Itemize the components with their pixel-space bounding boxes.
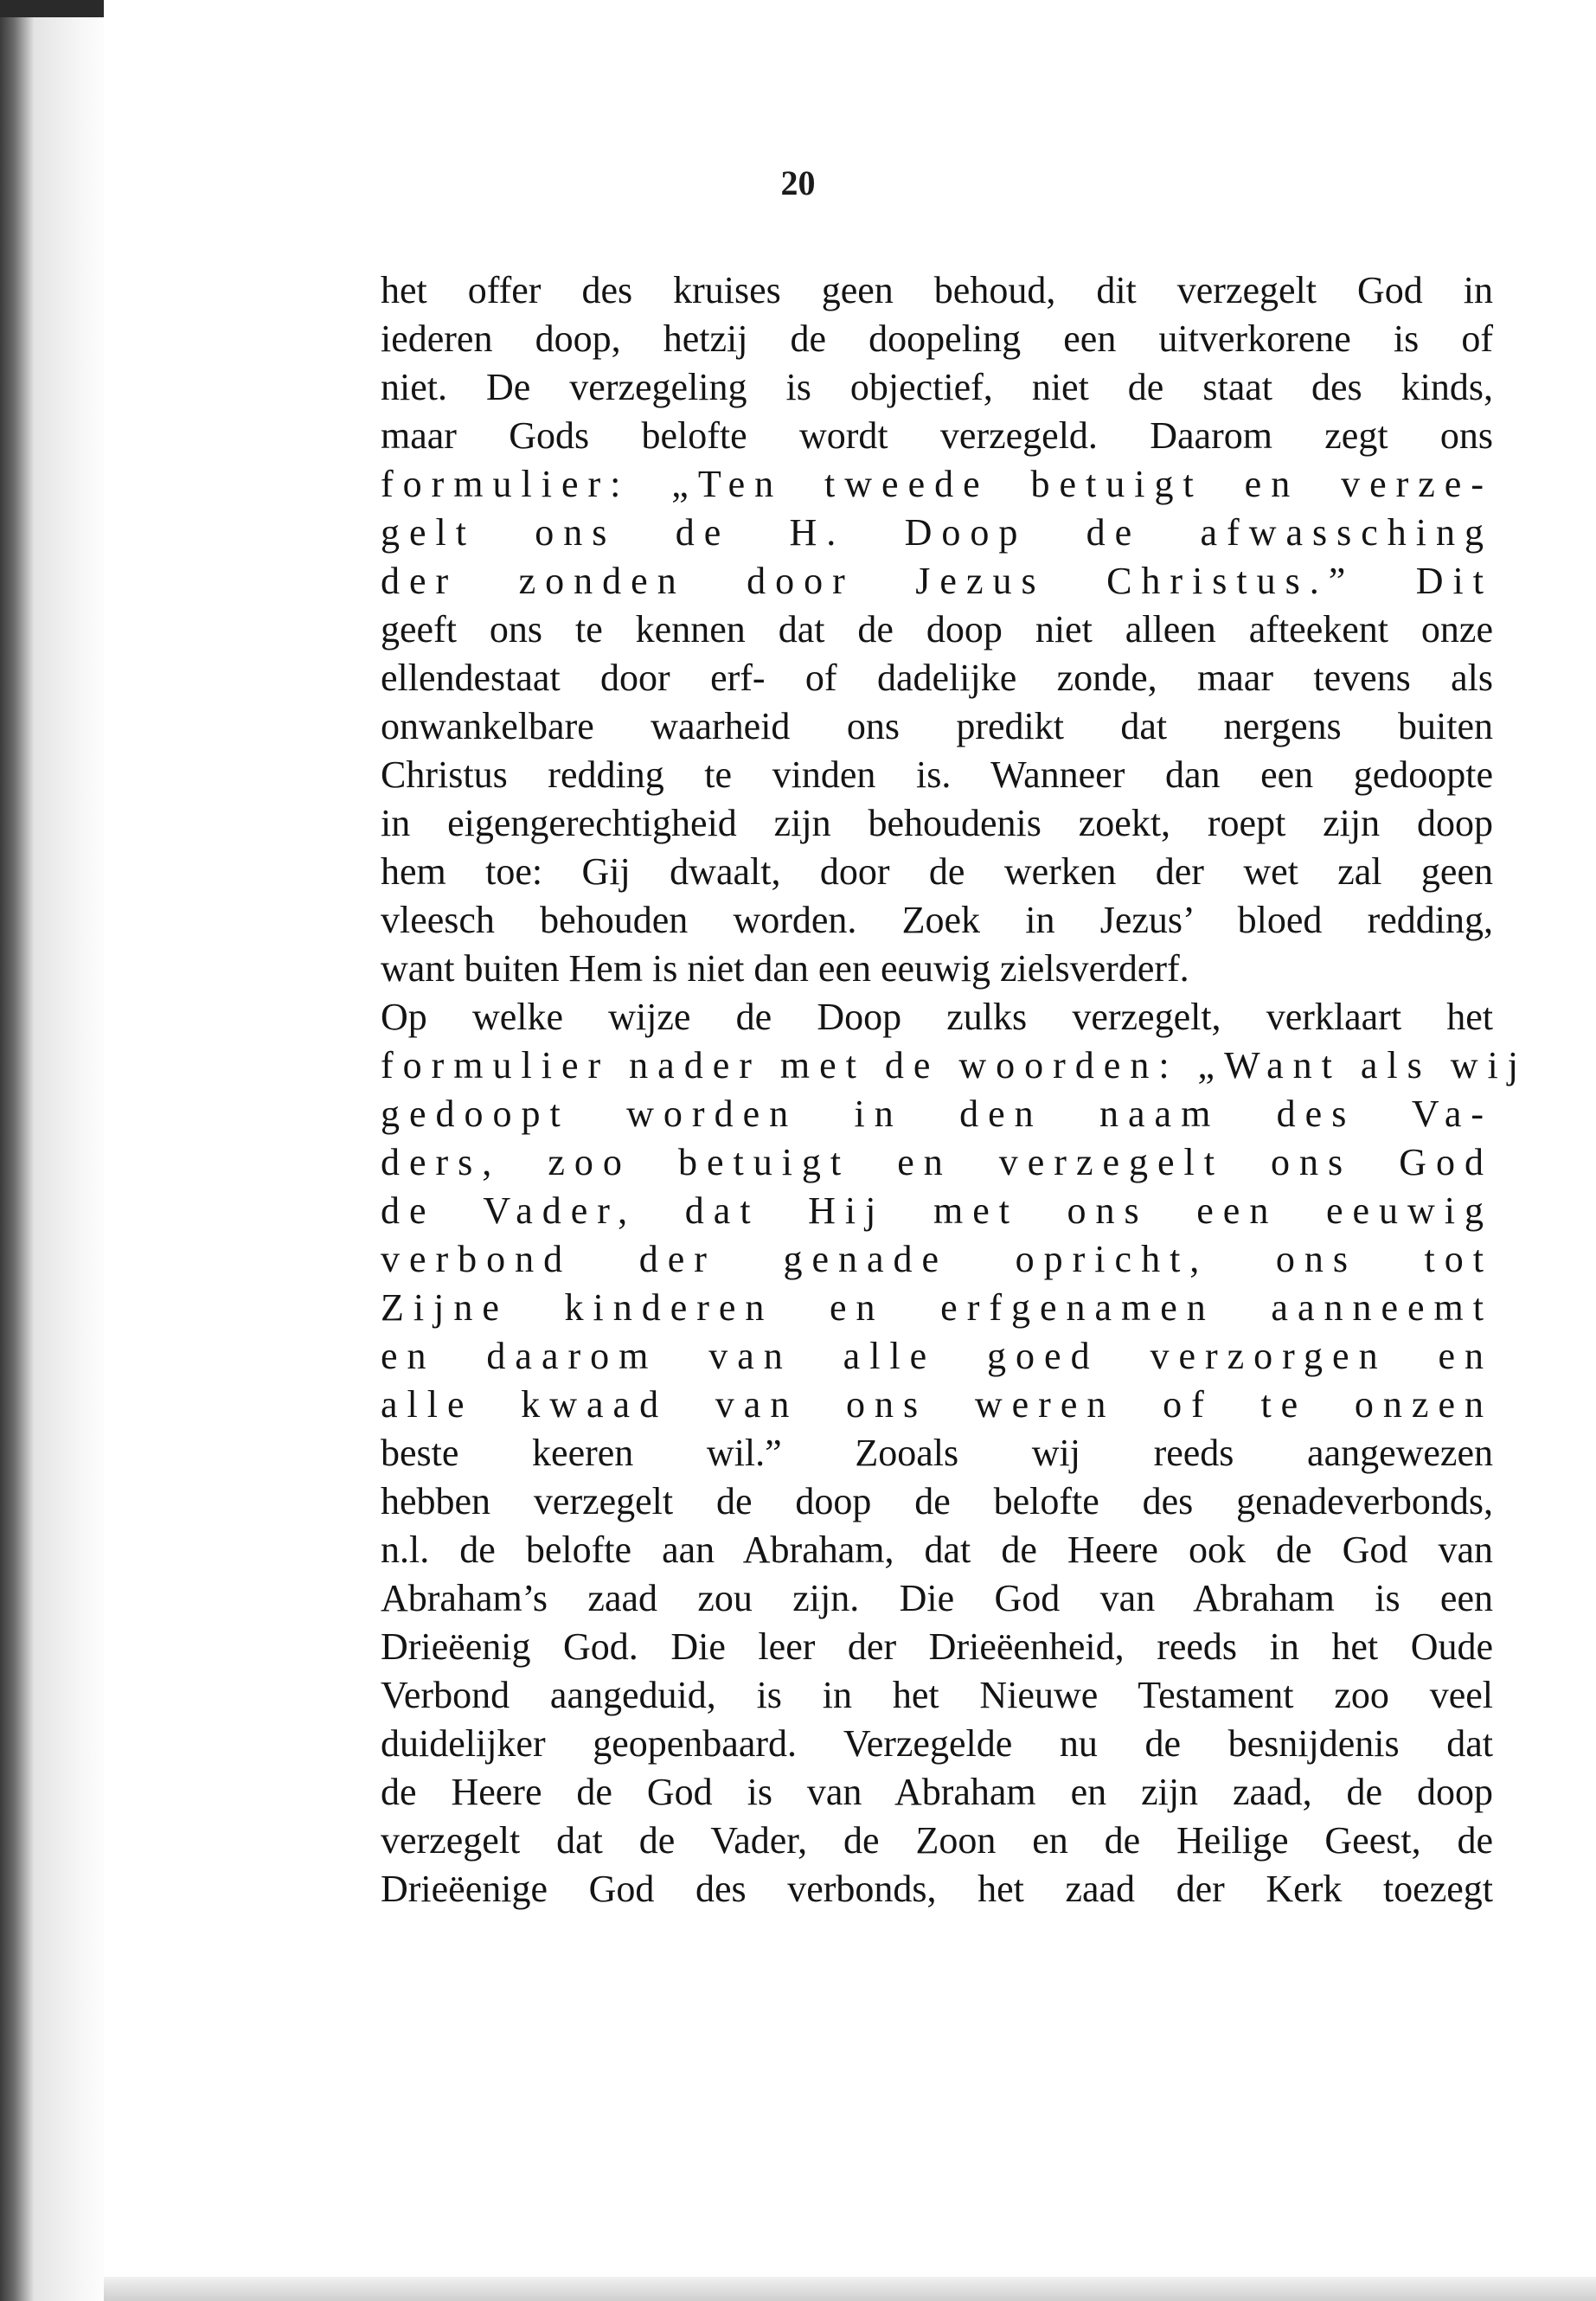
text-line: verbond der genade opricht, ons tot <box>381 1238 1493 1280</box>
text-line: beste keeren wil.” Zooals wij reeds aangewezen <box>381 1432 1493 1474</box>
scan-bottom-edge <box>104 2277 1596 2301</box>
text-line: n.l. de belofte aan Abraham, dat de Heere ook de God van <box>381 1529 1493 1571</box>
text-line: Abraham’s zaad zou zijn. Die God van Abraham is een <box>381 1577 1493 1619</box>
text-line: in eigengerechtigheid zijn behoudenis zoekt, roept zijn doop <box>381 802 1493 844</box>
text-line: Christus redding te vinden is. Wanneer dan een gedoopte <box>381 753 1493 796</box>
text-line: Drieëenige God des verbonds, het zaad der Kerk toezegt <box>381 1868 1493 1910</box>
scan-gutter <box>35 0 104 2301</box>
text-line: hebben verzegelt de doop de belofte des genadeverbonds, <box>381 1480 1493 1522</box>
text-line: verzegelt dat de Vader, de Zoon en de Heilige Geest, de <box>381 1819 1493 1862</box>
text-line: onwankelbare waarheid ons predikt dat nergens buiten <box>381 705 1493 747</box>
text-line: en daarom van alle goed verzorgen en <box>381 1335 1493 1377</box>
text-line: formulier: „Ten tweede betuigt en verze- <box>381 463 1493 505</box>
text-line: ellendestaat door erf- of dadelijke zonde, maar tevens als <box>381 657 1493 699</box>
text-line: Op welke wijze de Doop zulks verzegelt, verklaart het <box>381 996 1493 1038</box>
text-line: maar Gods belofte wordt verzegeld. Daarom zegt ons <box>381 414 1493 457</box>
text-line: ders, zoo betuigt en verzegelt ons God <box>381 1141 1493 1183</box>
text-line: Zijne kinderen en erfgenamen aanneemt <box>381 1286 1493 1329</box>
text-line: de Vader, dat Hij met ons een eeuwig <box>381 1189 1493 1232</box>
text-line: de Heere de God is van Abraham en zijn zaad, de doop <box>381 1771 1493 1813</box>
body-text <box>381 266 1528 1913</box>
text-line: hem toe: Gij dwaalt, door de werken der wet zal geen <box>381 850 1493 893</box>
text-line: formulier nader met de woorden: „Want als wij <box>381 1044 1528 1086</box>
text-line: Verbond aangeduid, is in het Nieuwe Testament zoo veel <box>381 1674 1493 1716</box>
text-line: iederen doop, hetzij de doopeling een uitverkorene is of <box>381 317 1493 360</box>
text-line: Drieëenig God. Die leer der Drieëenheid, reeds in het Oude <box>381 1625 1493 1668</box>
text-line: duidelijker geopenbaard. Verzegelde nu de besnijdenis dat <box>381 1722 1493 1765</box>
text-line: vleesch behouden worden. Zoek in Jezus’ bloed redding, <box>381 899 1493 941</box>
page-number: 20 <box>780 163 816 202</box>
text-line: gedoopt worden in den naam des Va- <box>381 1093 1493 1135</box>
scan-left-edge <box>0 0 35 2301</box>
text-line: geeft ons te kennen dat de doop niet alleen afteekent onze <box>381 608 1493 651</box>
text-line: der zonden door Jezus Christus.” Dit <box>381 560 1493 602</box>
text-line: want buiten Hem is niet dan een eeuwig zielsverderf. <box>381 947 1189 990</box>
text-line: gelt ons de H. Doop de afwassching <box>381 511 1493 554</box>
scan-top-corner <box>0 0 104 17</box>
text-line: het offer des kruises geen behoud, dit verzegelt God in <box>381 269 1493 311</box>
text-line: alle kwaad van ons weren of te onzen <box>381 1383 1493 1426</box>
text-line: niet. De verzegeling is objectief, niet de staat des kinds, <box>381 366 1493 408</box>
